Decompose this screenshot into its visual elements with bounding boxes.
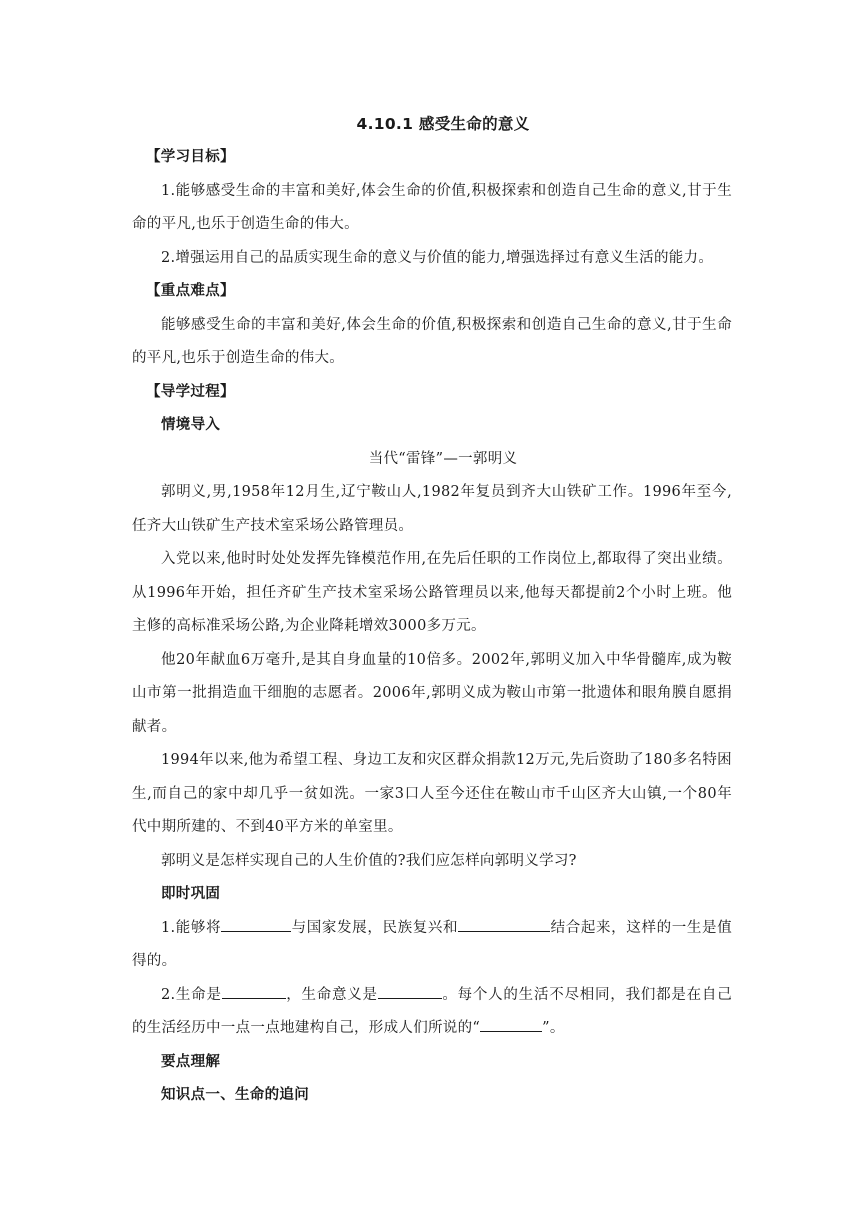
story-question: 郭明义是怎样实现自己的人生价值的?我们应怎样向郭明义学习? <box>161 852 577 869</box>
goals-heading: 【学习目标】 <box>146 149 235 165</box>
intro-heading: 情境导入 <box>161 417 221 433</box>
blank-field[interactable] <box>378 980 442 999</box>
story-title: 当代“雷锋”—一郭明义 <box>368 450 518 467</box>
q1-text-b: 与国家发展，民族复兴和 <box>291 919 459 936</box>
q2-text-c: 。每个人的生活不尽相同，我们都是在自己的生活经历中一点一点地建构自己，形成人们所说的“ <box>132 986 732 1036</box>
key-points-heading: 要点理解 <box>161 1053 221 1070</box>
practice-question-2 <box>132 979 732 1046</box>
goal-1: 1.能够感受生命的丰富和美好,体会生命的价值,积极探索和创造自己生命的意义,甘于生命的平凡,也乐于创造生命的伟大。 <box>132 182 732 232</box>
knowledge-point-1-heading: 知识点一、生命的追问 <box>161 1087 309 1103</box>
blank-field[interactable] <box>458 913 550 932</box>
practice-question-1 <box>132 912 732 979</box>
story-paragraph-3: 他20年献血6万毫升,是其自身血量的10倍多。2002年,郭明义加入中华骨髓库,成为鞍山市第一批捐造血干细胞的志愿者。2006年,郭明义成为鞍山市第一批遗体和眼角膜自愿捐献者。 <box>132 651 732 735</box>
q2-text-a: 2.生命是 <box>161 986 222 1003</box>
story-paragraph-2: 入党以来,他时时处处发挥先锋模范作用,在先后任职的工作岗位上,都取得了突出业绩。从1996年开始，担任齐矿生产技术室采场公路管理员以来,他每天都提前2个小时上班。他主修的高标准采场公路,为企业降耗增效3000多万元。 <box>132 551 732 634</box>
process-heading: 【导学过程】 <box>146 383 235 400</box>
blank-field[interactable] <box>222 980 286 999</box>
key-difficulty-heading: 【重点难点】 <box>146 283 235 299</box>
key-difficulty-text: 能够感受生命的丰富和美好,体会生命的价值,积极探索和创造自己生命的意义,甘于生命的平凡,也乐于创造生命的伟大。 <box>132 316 732 366</box>
blank-field[interactable] <box>480 1013 542 1032</box>
story-paragraph-1: 郭明义,男,1958年12月生,辽宁鞍山人,1982年复员到齐大山铁矿工作。1996年至今,任齐大山铁矿生产技术室采场公路管理员。 <box>132 484 732 534</box>
q1-text-a: 1.能够将 <box>161 919 222 936</box>
q2-text-d: ”。 <box>542 1020 565 1036</box>
practice-heading: 即时巩固 <box>161 886 221 902</box>
goal-2: 2.增强运用自己的品质实现生命的意义与价值的能力,增强选择过有意义生活的能力。 <box>161 249 714 266</box>
document-body <box>132 108 732 1113</box>
story-paragraph-4: 1994年以来,他为希望工程、身边工友和灾区群众捐款12万元,先后资助了180多名特困生,而自己的家中却几乎一贫如洗。一家3口人至今还住在鞍山市千山区齐大山镇,一个80年代中期所建的、不到40平方米的单室里。 <box>132 752 732 835</box>
q2-text-b: ，生命意义是 <box>285 986 378 1003</box>
q1-text-c: 结合起来，这样的一生是值得的。 <box>132 919 732 969</box>
page-title: 4.10.1 感受生命的意义 <box>356 115 530 133</box>
blank-field[interactable] <box>221 913 291 932</box>
